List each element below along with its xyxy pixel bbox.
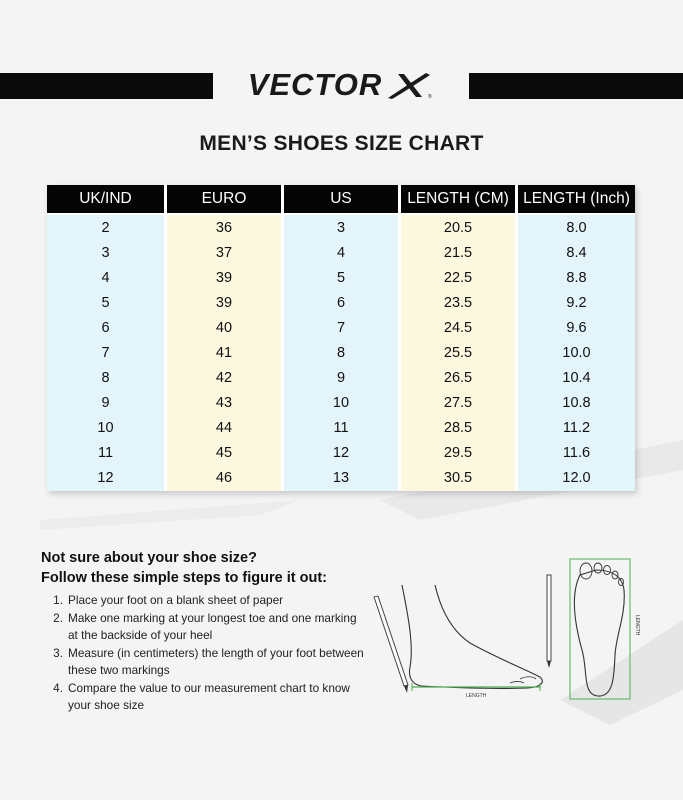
instructions-block: [41, 548, 401, 715]
page-title: MEN’S SHOES SIZE CHART: [199, 132, 484, 155]
cell-length-inch: 8.8: [566, 269, 587, 286]
pencil-icon: [547, 575, 551, 668]
cell-euro: 39: [215, 294, 233, 311]
step-text: Make one marking at your longest toe and one marking at the backside of your heel: [68, 610, 357, 642]
step-item: [41, 610, 401, 645]
cell-uk: 8: [101, 369, 110, 386]
cell-uk: 2: [101, 219, 110, 236]
cell-length-inch: 10.0: [562, 344, 591, 361]
cell-length-inch: 8.4: [566, 244, 587, 261]
cell-length-cm: 24.5: [443, 319, 473, 336]
cell-euro: 45: [215, 444, 233, 461]
cell-uk: 11: [97, 444, 114, 461]
size-chart-table: [47, 185, 635, 491]
cell-us: 9: [336, 369, 346, 386]
cell-uk: 9: [101, 394, 110, 411]
cell-uk: 4: [101, 269, 110, 286]
cell-length-cm: 28.5: [443, 419, 473, 436]
cell-euro: 46: [215, 469, 233, 486]
cell-length-cm: 21.5: [443, 244, 473, 261]
cell-euro: 36: [215, 219, 233, 236]
header-uk-ind: UK/IND: [47, 185, 164, 213]
cell-length-cm: 20.5: [443, 219, 473, 236]
header-us: US: [284, 185, 398, 213]
cell-us: 7: [336, 319, 346, 336]
cell-length-inch: 11.6: [562, 444, 591, 461]
cell-us: 10: [332, 394, 350, 411]
step-item: [41, 592, 401, 610]
step-number: 3.: [53, 645, 63, 660]
cell-us: 3: [336, 219, 346, 236]
cell-euro: 39: [215, 269, 233, 286]
cell-euro: 44: [215, 419, 233, 436]
cell-length-inch: 9.2: [566, 294, 587, 311]
instructions-question: Not sure about your shoe size?: [41, 550, 257, 566]
foot-measurement-illustration: [370, 555, 670, 705]
cell-uk: 6: [101, 319, 110, 336]
cell-length-cm: 25.5: [443, 344, 473, 361]
cell-uk: 7: [101, 344, 110, 361]
cell-euro: 41: [215, 344, 233, 361]
cell-uk: 3: [101, 244, 110, 261]
cell-us: 11: [333, 419, 349, 436]
step-text: Measure (in centimeters) the length of your foot between these two markings: [68, 645, 364, 677]
header-length-inch: LENGTH (Inch): [518, 185, 635, 213]
cell-euro: 42: [215, 369, 233, 386]
cell-us: 4: [336, 244, 346, 261]
cell-us: 5: [336, 269, 346, 286]
brand-logo: [213, 62, 469, 108]
foot-side-view-icon: [402, 585, 542, 688]
cell-length-cm: 29.5: [443, 444, 473, 461]
cell-euro: 37: [215, 244, 233, 261]
brand-name: VECTOR: [247, 67, 383, 102]
step-text: Compare the value to our measurement chart to know your shoe size: [68, 680, 350, 712]
cell-length-inch: 10.4: [562, 369, 591, 386]
instructions-subheading: Follow these simple steps to figure it out:: [41, 570, 327, 586]
cell-us: 8: [336, 344, 346, 361]
step-item: [41, 680, 401, 715]
step-number: 1.: [53, 593, 63, 607]
svg-text:®: ®: [428, 94, 432, 100]
cell-uk: 5: [101, 294, 110, 311]
cell-length-inch: 11.2: [562, 419, 591, 436]
x-swoosh-logo-icon: [386, 70, 434, 100]
cell-euro: 40: [215, 319, 233, 336]
cell-us: 13: [332, 469, 350, 486]
steps-list: [41, 592, 401, 715]
header-length-cm: LENGTH (CM): [401, 185, 515, 213]
foot-top-view-icon: [574, 563, 624, 696]
cell-us: 12: [332, 444, 350, 461]
cell-length-cm: 23.5: [443, 294, 473, 311]
cell-length-inch: 12.0: [562, 469, 591, 486]
side-length-label: LENGTH: [466, 693, 487, 699]
pencil-icon: [374, 596, 408, 693]
step-number: 2.: [53, 610, 63, 625]
cell-length-inch: 9.6: [566, 319, 587, 336]
cell-uk: 12: [97, 469, 114, 486]
step-text: Place your foot on a blank sheet of paper: [68, 593, 284, 607]
header-euro: EURO: [167, 185, 281, 213]
cell-length-cm: 30.5: [443, 469, 473, 486]
cell-uk: 10: [97, 419, 114, 436]
cell-euro: 43: [215, 394, 233, 411]
cell-length-cm: 22.5: [443, 269, 473, 286]
step-item: [41, 645, 401, 680]
cell-us: 6: [336, 294, 346, 311]
step-number: 4.: [53, 680, 63, 695]
top-length-label: LENGTH: [634, 615, 640, 636]
cell-length-inch: 10.8: [562, 394, 591, 411]
cell-length-cm: 27.5: [443, 394, 473, 411]
header-bar-right: [469, 73, 683, 99]
cell-length-inch: 8.0: [566, 219, 587, 236]
header-bar-left: [0, 73, 213, 99]
cell-length-cm: 26.5: [443, 369, 473, 386]
